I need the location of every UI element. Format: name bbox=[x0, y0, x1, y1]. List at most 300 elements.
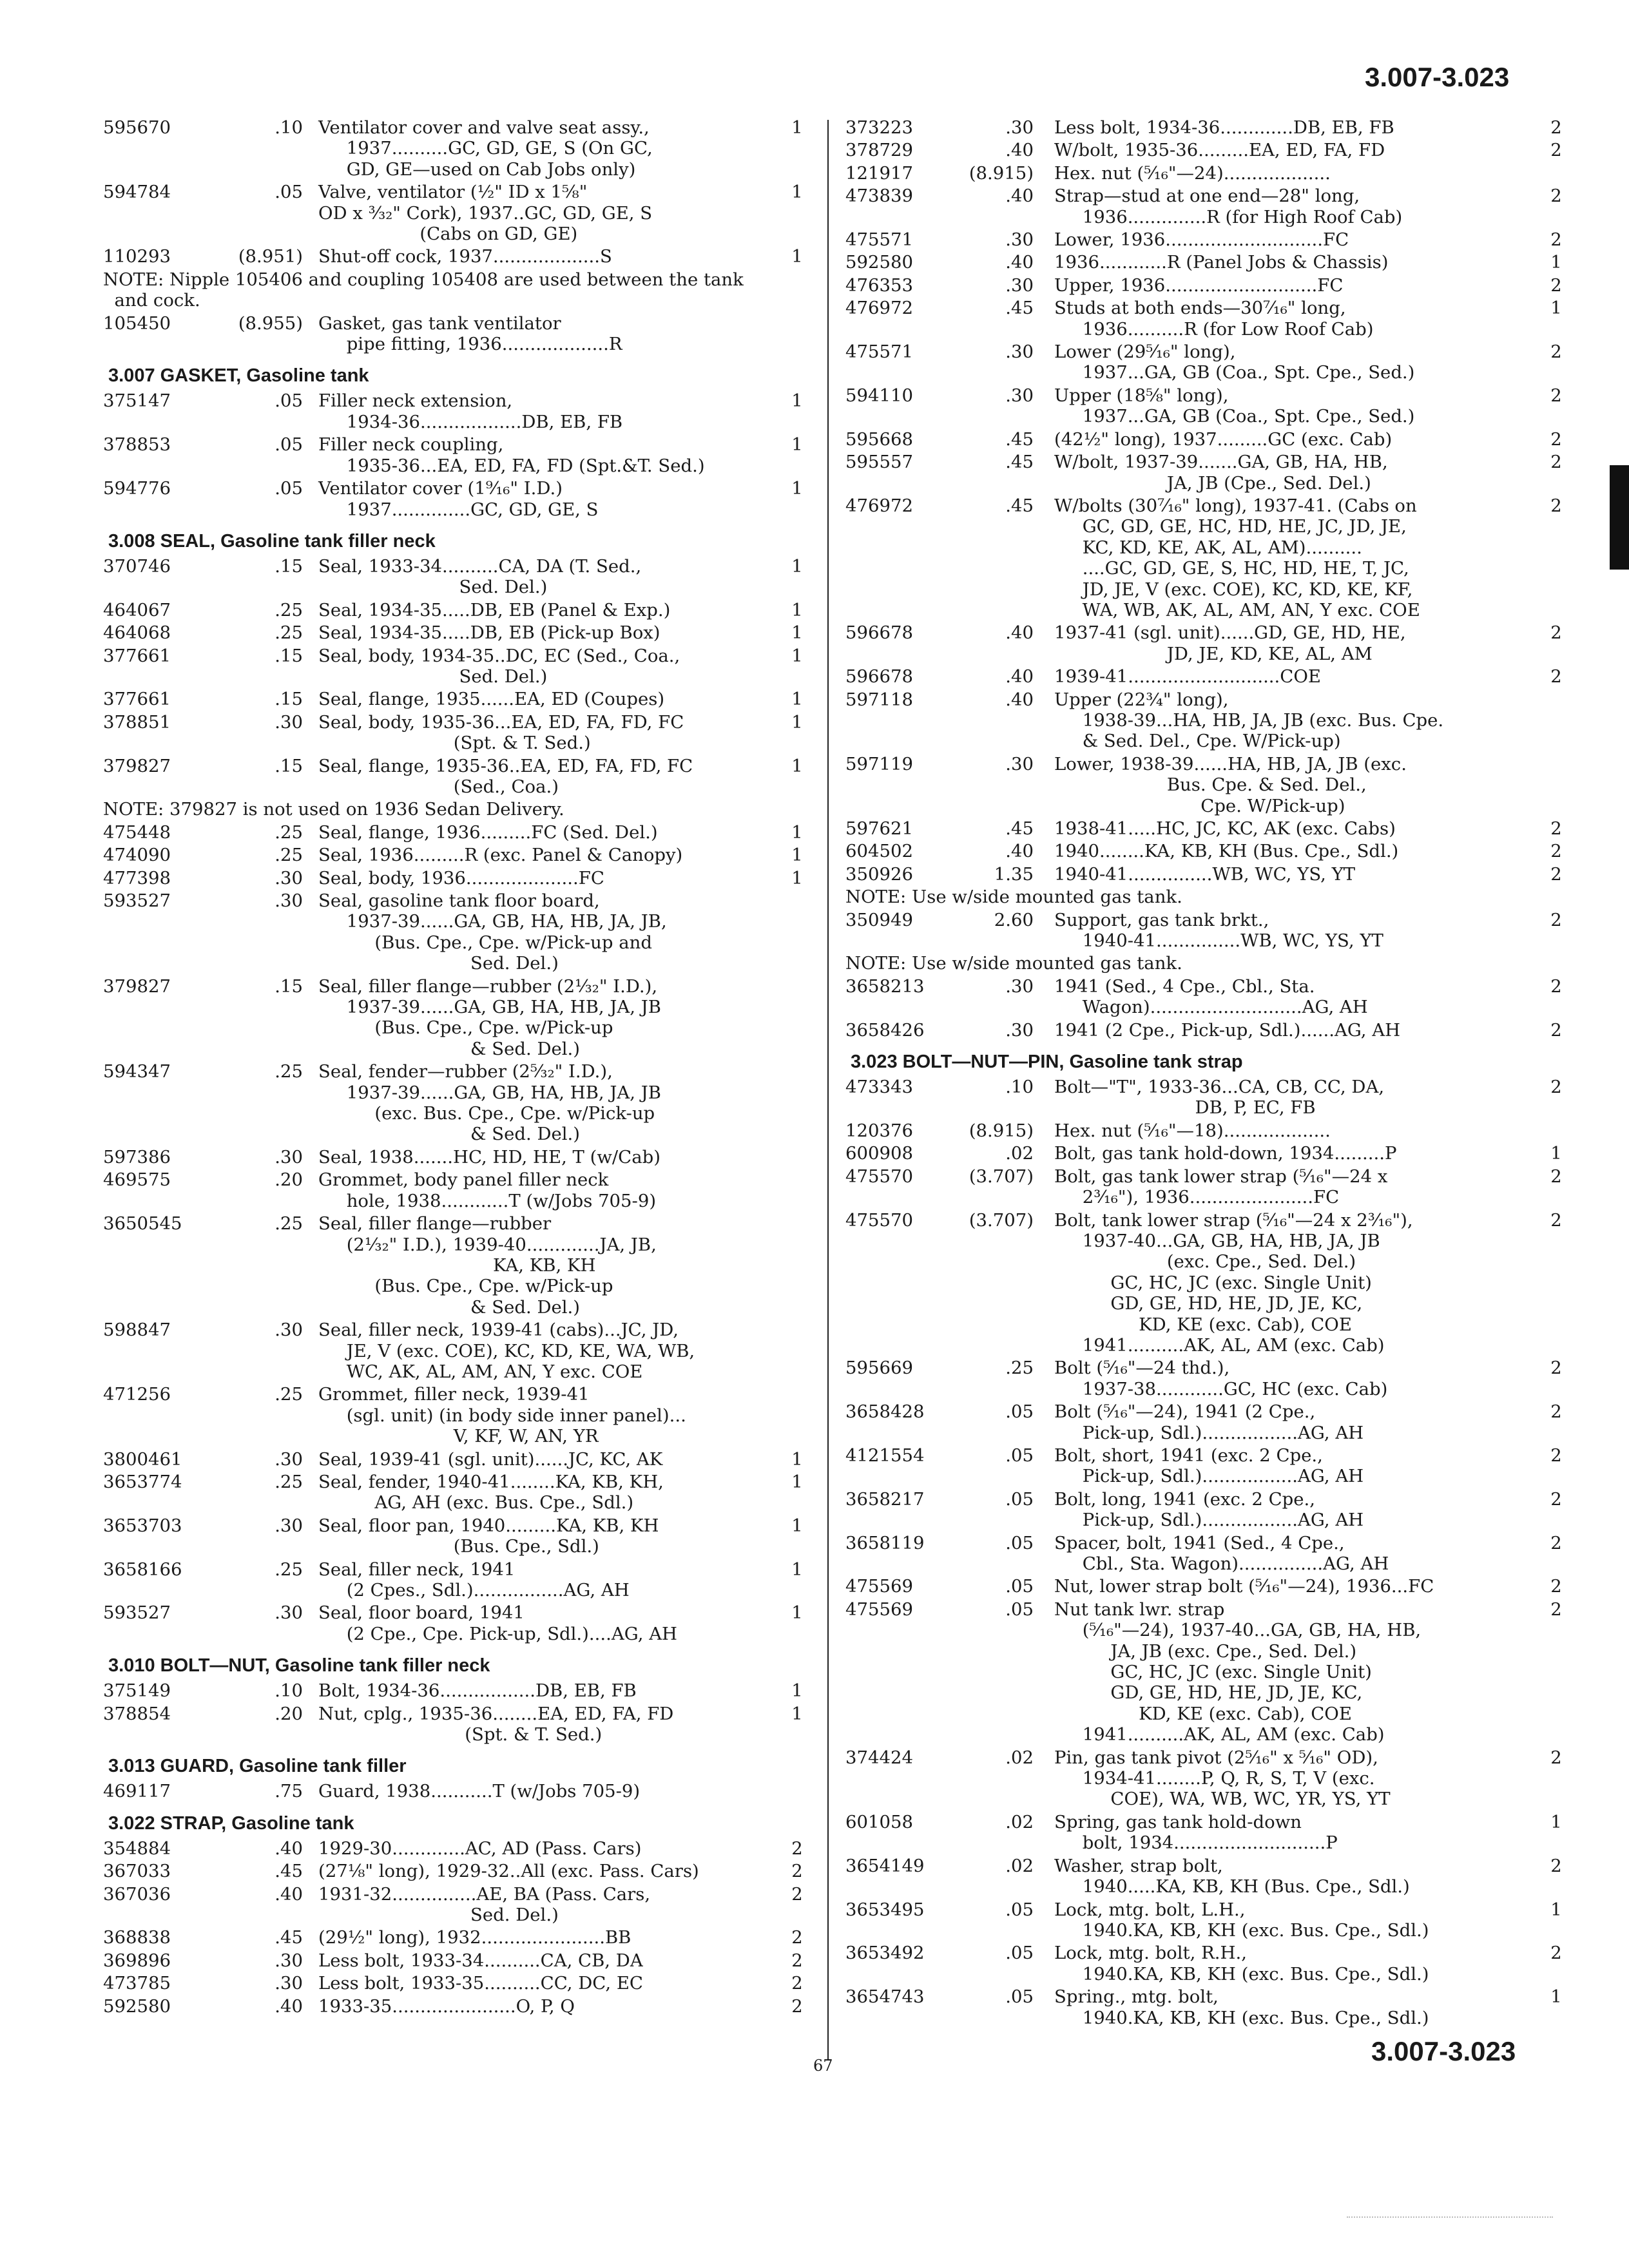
part-quantity: 2 bbox=[791, 1995, 803, 2017]
part-quantity: 2 bbox=[1550, 1488, 1562, 1510]
part-number: 469117 bbox=[103, 1781, 171, 1802]
part-description: (42½" long), 1937.........GC (exc. Cab) bbox=[1054, 428, 1393, 450]
part-price: 1.35 bbox=[994, 863, 1034, 885]
part-quantity: 2 bbox=[1550, 1747, 1562, 1768]
part-row bbox=[103, 1704, 805, 1745]
part-row bbox=[845, 140, 1565, 160]
part-quantity: 2 bbox=[1550, 909, 1562, 930]
part-price: .30 bbox=[1005, 229, 1034, 251]
part-quantity: 1 bbox=[791, 182, 803, 203]
right-column bbox=[845, 117, 1565, 2030]
part-description: Seal, 1938.......HC, HD, HE, T (w/Cab) bbox=[318, 1146, 660, 1168]
part-price: .05 bbox=[1005, 1488, 1034, 1510]
part-row bbox=[103, 1861, 805, 1881]
part-price: .30 bbox=[1005, 385, 1034, 406]
part-number: 377661 bbox=[103, 645, 171, 666]
part-description: 1939-41...........................COE bbox=[1054, 666, 1321, 687]
part-description: Seal, floor board, 1941 (2 Cpe., Cpe. Pick-up, Sdl.)....AG, AH bbox=[318, 1602, 678, 1644]
part-price: .25 bbox=[1005, 1358, 1034, 1379]
part-number: 378729 bbox=[845, 140, 913, 161]
part-price: .45 bbox=[1005, 495, 1034, 516]
part-quantity: 1 bbox=[1550, 1143, 1562, 1164]
part-number: 595668 bbox=[845, 428, 913, 450]
part-quantity: 2 bbox=[1550, 186, 1562, 207]
part-description: Spring., mtg. bolt, 1940.KA, KB, KH (exc. Bus. Cpe., Sdl.) bbox=[1054, 1986, 1429, 2028]
part-number: 598847 bbox=[103, 1320, 171, 1341]
part-quantity: 1 bbox=[791, 434, 803, 456]
part-description: Gasket, gas tank ventilator pipe fitting, 1936...................R bbox=[318, 312, 622, 355]
part-description: Grommet, filler neck, 1939-41 (sgl. unit) (in body side inner panel)... V, KF, W, AN, YR bbox=[318, 1384, 686, 1447]
part-description: Ventilator cover (1⁹⁄₁₆" I.D.) 1937..............GC, GD, GE, S bbox=[318, 478, 599, 520]
part-quantity: 2 bbox=[791, 1950, 803, 1971]
part-description: (27⅛" long), 1929-32..All (exc. Pass. Cars) bbox=[318, 1861, 699, 1882]
part-quantity: 1 bbox=[1550, 1986, 1562, 2008]
part-price: .15 bbox=[275, 555, 303, 577]
part-description: Hex. nut (⁵⁄₁₆"—24)................... bbox=[1054, 162, 1331, 184]
part-number: 354884 bbox=[103, 1838, 171, 1859]
part-quantity: 2 bbox=[1550, 274, 1562, 296]
part-price: .30 bbox=[275, 867, 303, 889]
part-row bbox=[103, 1927, 805, 1948]
part-number: 374424 bbox=[845, 1747, 913, 1768]
part-description: Seal, flange, 1936.........FC (Sed. Del.) bbox=[318, 822, 658, 843]
part-price: .40 bbox=[275, 1838, 303, 1859]
part-price: .30 bbox=[1005, 341, 1034, 363]
part-description: Seal, 1939-41 (sgl. unit)......JC, KC, AK bbox=[318, 1448, 663, 1470]
part-number: 369896 bbox=[103, 1950, 171, 1971]
part-description: Seal, fender—rubber (2⁵⁄₃₂" I.D.), 1937-39......GA, GB, HA, HB, JA, JB (exc. Bus. Cpe., Cpe. w/Pick-up & Sed. Del.) bbox=[318, 1061, 661, 1145]
part-description: Seal, flange, 1935-36..EA, ED, FA, FD, FC (Sed., Coa.) bbox=[318, 755, 693, 797]
part-quantity: 2 bbox=[1550, 1077, 1562, 1098]
part-description: Bolt—"T", 1933-36...CA, CB, CC, DA, DB, P, EC, FB bbox=[1054, 1077, 1385, 1119]
part-number: 597118 bbox=[845, 689, 913, 710]
part-description: Less bolt, 1933-34..........CA, CB, DA bbox=[318, 1950, 643, 1971]
part-number: 379827 bbox=[103, 755, 171, 776]
part-row bbox=[845, 275, 1565, 296]
part-number: 110293 bbox=[103, 246, 171, 267]
part-row bbox=[103, 622, 805, 643]
part-row bbox=[103, 1680, 805, 1701]
part-number: 595670 bbox=[103, 117, 171, 138]
part-price: .40 bbox=[1005, 841, 1034, 862]
page-number: 67 bbox=[813, 2057, 833, 2075]
part-description: Bolt, long, 1941 (exc. 2 Cpe., Pick-up, Sdl.).................AG, AH bbox=[1054, 1488, 1364, 1531]
part-row bbox=[845, 229, 1565, 250]
part-number: 600908 bbox=[845, 1143, 913, 1164]
part-price: .45 bbox=[1005, 428, 1034, 450]
part-quantity: 2 bbox=[1550, 1599, 1562, 1620]
part-row bbox=[103, 1515, 805, 1557]
part-description: Hex. nut (⁵⁄₁₆"—18)................... bbox=[1054, 1120, 1331, 1141]
part-row bbox=[103, 1061, 805, 1145]
part-row bbox=[845, 689, 1565, 752]
part-number: 379827 bbox=[103, 975, 171, 997]
part-price: .30 bbox=[1005, 975, 1034, 997]
part-number: 475448 bbox=[103, 822, 171, 843]
part-row bbox=[845, 1576, 1565, 1597]
part-description: Seal, body, 1935-36...EA, ED, FA, FD, FC (Spt. & T. Sed.) bbox=[318, 711, 684, 754]
part-row bbox=[103, 246, 805, 267]
part-description: Seal, fender, 1940-41........KA, KB, KH, AG, AH (exc. Bus. Cpe., Sdl.) bbox=[318, 1471, 664, 1514]
part-row bbox=[103, 1781, 805, 1802]
part-row bbox=[103, 1838, 805, 1859]
part-description: Bolt, short, 1941 (exc. 2 Cpe., Pick-up, Sdl.).................AG, AH bbox=[1054, 1445, 1364, 1487]
part-description: 1933-35......................O, P, Q bbox=[318, 1995, 575, 2017]
part-price: .05 bbox=[275, 478, 303, 499]
part-description: Nut tank lwr. strap (⁵⁄₁₆"—24), 1937-40...GA, GB, HA, HB, JA, JB (exc. Cpe., Sed. Del.) GC, HC, JC (exc. Single Unit) GD, GE, HD, HE, JD, JE, KC, KD, KE (exc. Cab), COE 1941..........AK, AL, AM (exc. Cab) bbox=[1054, 1599, 1422, 1745]
part-row bbox=[103, 646, 805, 687]
part-description: Seal, filler neck, 1939-41 (cabs)...JC, JD, JE, V (exc. COE), KC, KD, KE, WA, WB, WC, AK, AL, AM, AN, Y exc. COE bbox=[318, 1320, 695, 1382]
part-price: .45 bbox=[275, 1861, 303, 1882]
part-description: Lock, mtg. bolt, L.H., 1940.KA, KB, KH (exc. Bus. Cpe., Sdl.) bbox=[1054, 1899, 1429, 1941]
part-price: .10 bbox=[275, 117, 303, 138]
part-row bbox=[103, 1973, 805, 1994]
part-price: .25 bbox=[275, 1061, 303, 1082]
part-description: 1929-30.............AC, AD (Pass. Cars) bbox=[318, 1838, 642, 1859]
part-row bbox=[845, 622, 1565, 664]
part-description: Seal, filler flange—rubber (2¹⁄₃₂" I.D.), 1937-39......GA, GB, HA, HB, JA, JB (Bus. Cpe., Cpe. w/Pick-up & Sed. Del.) bbox=[318, 975, 661, 1059]
part-row bbox=[103, 1996, 805, 2017]
part-row bbox=[845, 1143, 1565, 1164]
part-row bbox=[103, 434, 805, 476]
part-row bbox=[845, 117, 1565, 138]
part-quantity: 1 bbox=[791, 689, 803, 710]
part-quantity: 1 bbox=[791, 555, 803, 577]
part-price: .25 bbox=[275, 1471, 303, 1492]
part-number: 3658426 bbox=[845, 1019, 925, 1041]
part-price: .20 bbox=[275, 1169, 303, 1191]
part-number: 595669 bbox=[845, 1358, 913, 1379]
part-number: 601058 bbox=[845, 1811, 913, 1832]
part-price: .30 bbox=[275, 1448, 303, 1470]
part-quantity: 1 bbox=[791, 755, 803, 776]
part-description: Bolt (⁵⁄₁₆"—24), 1941 (2 Cpe., Pick-up, Sdl.).................AG, AH bbox=[1054, 1401, 1364, 1443]
part-description: Seal, floor pan, 1940.........KA, KB, KH (Bus. Cpe., Sdl.) bbox=[318, 1515, 659, 1557]
part-row bbox=[845, 429, 1565, 450]
part-number: 375147 bbox=[103, 390, 171, 412]
part-price: .05 bbox=[275, 390, 303, 412]
part-price: .15 bbox=[275, 755, 303, 776]
part-price: .30 bbox=[275, 890, 303, 911]
part-quantity: 1 bbox=[791, 1559, 803, 1580]
part-price: .40 bbox=[1005, 622, 1034, 644]
part-description: Seal, 1936.........R (exc. Panel & Canopy) bbox=[318, 845, 683, 866]
part-number: 596678 bbox=[845, 666, 913, 687]
part-price: .30 bbox=[275, 1320, 303, 1341]
part-number: 476353 bbox=[845, 274, 913, 296]
part-number: 3658166 bbox=[103, 1559, 182, 1580]
part-row bbox=[845, 754, 1565, 816]
part-row bbox=[103, 1472, 805, 1514]
part-row bbox=[103, 689, 805, 709]
part-row bbox=[845, 1166, 1565, 1208]
part-row bbox=[103, 1884, 805, 1926]
part-row bbox=[103, 182, 805, 244]
part-number: 378851 bbox=[103, 711, 171, 733]
part-price: (3.707) bbox=[969, 1209, 1034, 1231]
part-quantity: 2 bbox=[1550, 1532, 1562, 1553]
part-quantity: 2 bbox=[1550, 1209, 1562, 1231]
part-description: Spacer, bolt, 1941 (Sed., 4 Cpe., Cbl., Sta. Wagon)...............AG, AH bbox=[1054, 1532, 1389, 1574]
part-description: Lower, 1936............................FC bbox=[1054, 229, 1349, 251]
part-price: .05 bbox=[275, 434, 303, 456]
part-price: .75 bbox=[275, 1781, 303, 1802]
part-number: 105450 bbox=[103, 312, 171, 334]
part-quantity: 2 bbox=[1550, 818, 1562, 839]
part-row bbox=[845, 1358, 1565, 1399]
part-description: W/bolts (30⁷⁄₁₆" long), 1937-41. (Cabs on GC, GD, GE, HC, HD, HE, JC, JD, JE, KC, KD, KE, AK, AL, AM).......... ....GC, GD, GE, S, HC, HD, HE, T, JC, JD, JE, V (exc. COE), KC, KD, KE, KF, WA, WB, AK, AL, AM, AN, Y exc. COE bbox=[1054, 495, 1420, 620]
part-number: 367033 bbox=[103, 1861, 171, 1882]
part-quantity: 2 bbox=[1550, 622, 1562, 644]
part-row bbox=[103, 1602, 805, 1644]
part-row bbox=[103, 1213, 805, 1318]
part-quantity: 2 bbox=[1550, 495, 1562, 516]
part-price: .05 bbox=[1005, 1899, 1034, 1920]
part-number: 593527 bbox=[103, 1602, 171, 1624]
part-row bbox=[845, 385, 1565, 427]
part-price: (3.707) bbox=[969, 1166, 1034, 1187]
section-heading: 3.007 GASKET, Gasoline tank bbox=[108, 365, 369, 387]
part-row bbox=[845, 910, 1565, 952]
part-quantity: 1 bbox=[1550, 252, 1562, 273]
part-number: 3653774 bbox=[103, 1471, 182, 1492]
part-number: 3658428 bbox=[845, 1401, 925, 1423]
part-quantity: 2 bbox=[1550, 1576, 1562, 1597]
part-price: .40 bbox=[275, 1995, 303, 2017]
part-quantity: 2 bbox=[1550, 1358, 1562, 1379]
part-price: .10 bbox=[275, 1680, 303, 1702]
note-text: NOTE: Nipple 105406 and coupling 105408 are used between the tank and cock. bbox=[103, 269, 744, 311]
part-description: Seal, 1934-35.....DB, EB (Pick-up Box) bbox=[318, 622, 660, 644]
section-heading: 3.013 GUARD, Gasoline tank filler bbox=[108, 1756, 407, 1777]
part-quantity: 2 bbox=[791, 1883, 803, 1905]
part-price: .45 bbox=[1005, 298, 1034, 319]
part-description: Lower, 1938-39......HA, HB, JA, JB (exc. Bus. Cpe. & Sed. Del., Cpe. W/Pick-up) bbox=[1054, 753, 1407, 816]
part-quantity: 2 bbox=[1550, 975, 1562, 997]
part-number: 375149 bbox=[103, 1680, 171, 1702]
part-description: Upper, 1936...........................FC bbox=[1054, 274, 1344, 296]
part-price: .40 bbox=[1005, 140, 1034, 161]
part-number: 4121554 bbox=[845, 1445, 925, 1466]
part-row bbox=[845, 1120, 1565, 1141]
part-number: 120376 bbox=[845, 1120, 913, 1141]
section-heading: 3.008 SEAL, Gasoline tank filler neck bbox=[108, 530, 436, 552]
part-quantity: 2 bbox=[1550, 385, 1562, 406]
part-row bbox=[103, 117, 805, 180]
part-row bbox=[845, 495, 1565, 620]
part-quantity: 2 bbox=[1550, 1445, 1562, 1466]
part-description: Seal, 1933-34..........CA, DA (T. Sed., Sed. Del.) bbox=[318, 555, 642, 598]
part-description: W/bolt, 1937-39.......GA, GB, HA, HB, JA, JB (Cpe., Sed. Del.) bbox=[1054, 452, 1388, 494]
part-price: .45 bbox=[1005, 452, 1034, 473]
part-description: 1937-41 (sgl. unit)......GD, GE, HD, HE, JD, JE, KD, KE, AL, AM bbox=[1054, 622, 1406, 664]
part-row bbox=[845, 452, 1565, 494]
part-quantity: 2 bbox=[791, 1838, 803, 1859]
part-description: Strap—stud at one end—28" long, 1936..............R (for High Roof Cab) bbox=[1054, 186, 1403, 227]
part-quantity: 2 bbox=[1550, 841, 1562, 862]
part-row bbox=[845, 1020, 1565, 1041]
part-number: 475569 bbox=[845, 1599, 913, 1620]
part-row bbox=[103, 1384, 805, 1446]
part-number: 596678 bbox=[845, 622, 913, 644]
part-quantity: 1 bbox=[1550, 1899, 1562, 1920]
part-quantity: 1 bbox=[1550, 298, 1562, 319]
part-price: .30 bbox=[1005, 753, 1034, 774]
part-description: Grommet, body panel filler neck hole, 1938............T (w/Jobs 705-9) bbox=[318, 1169, 657, 1211]
part-price: .25 bbox=[275, 1559, 303, 1580]
part-number: 475569 bbox=[845, 1576, 913, 1597]
part-price: 2.60 bbox=[994, 909, 1034, 930]
part-row bbox=[845, 1986, 1565, 2028]
part-row bbox=[103, 313, 805, 355]
part-number: 476972 bbox=[845, 298, 913, 319]
part-number: 3654149 bbox=[845, 1855, 925, 1876]
part-quantity: 2 bbox=[1550, 1019, 1562, 1041]
part-number: 3653495 bbox=[845, 1899, 925, 1920]
part-row bbox=[845, 1077, 1565, 1119]
part-price: .05 bbox=[1005, 1986, 1034, 2008]
part-number: 3653703 bbox=[103, 1515, 182, 1536]
part-quantity: 1 bbox=[791, 711, 803, 733]
part-description: Bolt, gas tank lower strap (⁵⁄₁₆"—24 x 2³⁄₁₆"), 1936......................FC bbox=[1054, 1166, 1388, 1208]
part-number: 3653492 bbox=[845, 1943, 925, 1964]
part-row bbox=[845, 1445, 1565, 1487]
part-quantity: 2 bbox=[1550, 341, 1562, 363]
left-column bbox=[103, 117, 805, 2019]
part-row bbox=[845, 1856, 1565, 1898]
part-number: 593527 bbox=[103, 890, 171, 911]
part-description: Washer, strap bolt, 1940.....KA, KB, KH (Bus. Cpe., Sdl.) bbox=[1054, 1855, 1410, 1898]
part-description: Filler neck coupling, 1935-36...EA, ED, FA, FD (Spt.&T. Sed.) bbox=[318, 434, 705, 476]
part-quantity: 2 bbox=[1550, 666, 1562, 687]
part-quantity: 1 bbox=[791, 867, 803, 889]
part-number: 595557 bbox=[845, 452, 913, 473]
part-price: .05 bbox=[1005, 1599, 1034, 1620]
part-number: 477398 bbox=[103, 867, 171, 889]
part-quantity: 2 bbox=[1550, 863, 1562, 885]
part-number: 474090 bbox=[103, 845, 171, 866]
section-heading: 3.022 STRAP, Gasoline tank bbox=[108, 1812, 354, 1834]
part-row bbox=[845, 1812, 1565, 1854]
part-price: .30 bbox=[275, 711, 303, 733]
part-quantity: 1 bbox=[791, 1703, 803, 1724]
part-row bbox=[845, 1210, 1565, 1356]
part-description: Upper (18⅝" long), 1937...GA, GB (Coa., Spt. Cpe., Sed.) bbox=[1054, 385, 1415, 427]
part-row bbox=[103, 556, 805, 598]
part-description: Lower (29⁵⁄₁₆" long), 1937...GA, GB (Coa., Spt. Cpe., Sed.) bbox=[1054, 341, 1415, 383]
part-price: .30 bbox=[1005, 274, 1034, 296]
page-range-bottom: 3.007-3.023 bbox=[1371, 2036, 1516, 2066]
part-number: 367036 bbox=[103, 1883, 171, 1905]
part-description: Bolt (⁵⁄₁₆"—24 thd.), 1937-38............GC, HC (exc. Cab) bbox=[1054, 1358, 1388, 1399]
part-row bbox=[845, 864, 1565, 885]
part-quantity: 1 bbox=[791, 845, 803, 866]
part-price: .30 bbox=[1005, 117, 1034, 138]
part-price: .25 bbox=[275, 1213, 303, 1235]
part-price: .05 bbox=[1005, 1943, 1034, 1964]
part-quantity: 1 bbox=[791, 822, 803, 843]
part-number: 350949 bbox=[845, 909, 913, 930]
part-price: .30 bbox=[275, 1950, 303, 1971]
part-row bbox=[845, 341, 1565, 383]
page-range-top: 3.007-3.023 bbox=[1365, 62, 1510, 92]
part-description: Seal, gasoline tank floor board, 1937-39......GA, GB, HA, HB, JA, JB, (Bus. Cpe., Cpe. w/Pick-up and Sed. Del.) bbox=[318, 890, 667, 974]
part-number: 121917 bbox=[845, 162, 913, 184]
part-quantity: 1 bbox=[791, 246, 803, 267]
part-price: (8.915) bbox=[969, 162, 1034, 184]
part-row bbox=[103, 1320, 805, 1382]
part-row bbox=[845, 1401, 1565, 1443]
part-number: 597386 bbox=[103, 1146, 171, 1168]
part-row bbox=[103, 1449, 805, 1470]
part-number: 350926 bbox=[845, 863, 913, 885]
part-quantity: 1 bbox=[791, 1515, 803, 1536]
part-description: Filler neck extension, 1934-36..................DB, EB, FB bbox=[318, 390, 623, 432]
part-row bbox=[103, 845, 805, 865]
part-description: Bolt, 1934-36.................DB, EB, FB bbox=[318, 1680, 637, 1702]
part-price: .40 bbox=[1005, 252, 1034, 273]
part-description: 1941 (Sed., 4 Cpe., Cbl., Sta. Wagon)...........................AG, AH bbox=[1054, 975, 1368, 1018]
part-price: .20 bbox=[275, 1703, 303, 1724]
part-number: 370746 bbox=[103, 555, 171, 577]
part-number: 378854 bbox=[103, 1703, 171, 1724]
part-number: 592580 bbox=[845, 252, 913, 273]
part-price: .25 bbox=[275, 845, 303, 866]
part-row bbox=[845, 252, 1565, 273]
part-price: .40 bbox=[1005, 186, 1034, 207]
part-quantity: 1 bbox=[791, 478, 803, 499]
part-number: 597621 bbox=[845, 818, 913, 839]
note-text: NOTE: Use w/side mounted gas tank. bbox=[845, 953, 1182, 974]
part-description: Ventilator cover and valve seat assy., 1937..........GC, GD, GE, S (On GC, GD, GE—used on Cab Jobs only) bbox=[318, 117, 653, 180]
part-number: 3800461 bbox=[103, 1448, 182, 1470]
part-description: Seal, 1934-35.....DB, EB (Panel & Exp.) bbox=[318, 599, 671, 620]
part-row bbox=[103, 600, 805, 620]
part-description: 1931-32...............AE, BA (Pass. Cars, Sed. Del.) bbox=[318, 1883, 651, 1926]
part-description: Guard, 1938...........T (w/Jobs 705-9) bbox=[318, 1781, 641, 1802]
part-row bbox=[845, 1747, 1565, 1810]
part-number: 464068 bbox=[103, 622, 171, 644]
part-price: .05 bbox=[1005, 1401, 1034, 1423]
part-number: 3658119 bbox=[845, 1532, 925, 1553]
part-row bbox=[845, 1899, 1565, 1941]
part-number: 3654743 bbox=[845, 1986, 925, 2008]
part-price: (8.955) bbox=[238, 312, 303, 334]
part-quantity: 1 bbox=[791, 117, 803, 138]
note-text: NOTE: 379827 is not used on 1936 Sedan Delivery. bbox=[103, 799, 564, 820]
part-row bbox=[103, 868, 805, 889]
part-row bbox=[845, 1533, 1565, 1575]
part-number: 471256 bbox=[103, 1384, 171, 1405]
part-row bbox=[845, 818, 1565, 839]
part-price: .30 bbox=[275, 1973, 303, 1994]
part-row bbox=[103, 822, 805, 843]
part-description: Seal, flange, 1935......EA, ED (Coupes) bbox=[318, 689, 665, 710]
part-price: .30 bbox=[275, 1602, 303, 1624]
scan-artifact-line bbox=[1347, 2216, 1553, 2219]
part-quantity: 1 bbox=[1550, 1811, 1562, 1832]
part-number: 464067 bbox=[103, 599, 171, 620]
part-description: Seal, filler flange—rubber (2¹⁄₃₂" I.D.), 1939-40.............JA, JB, KA, KB, KH (Bus. Cpe., Cpe. w/Pick-up & Sed. Del.) bbox=[318, 1213, 657, 1318]
note-text: NOTE: Use w/side mounted gas tank. bbox=[845, 887, 1182, 908]
part-quantity: 2 bbox=[1550, 229, 1562, 251]
part-quantity: 2 bbox=[1550, 428, 1562, 450]
part-quantity: 1 bbox=[791, 1680, 803, 1702]
part-quantity: 2 bbox=[1550, 1166, 1562, 1187]
part-description: Valve, ventilator (½" ID x 1⅝" OD x ³⁄₃₂" Cork), 1937..GC, GD, GE, S (Cabs on GD, GE) bbox=[318, 182, 653, 245]
part-description: 1938-41.....HC, JC, KC, AK (exc. Cabs) bbox=[1054, 818, 1396, 839]
part-row bbox=[845, 1489, 1565, 1531]
